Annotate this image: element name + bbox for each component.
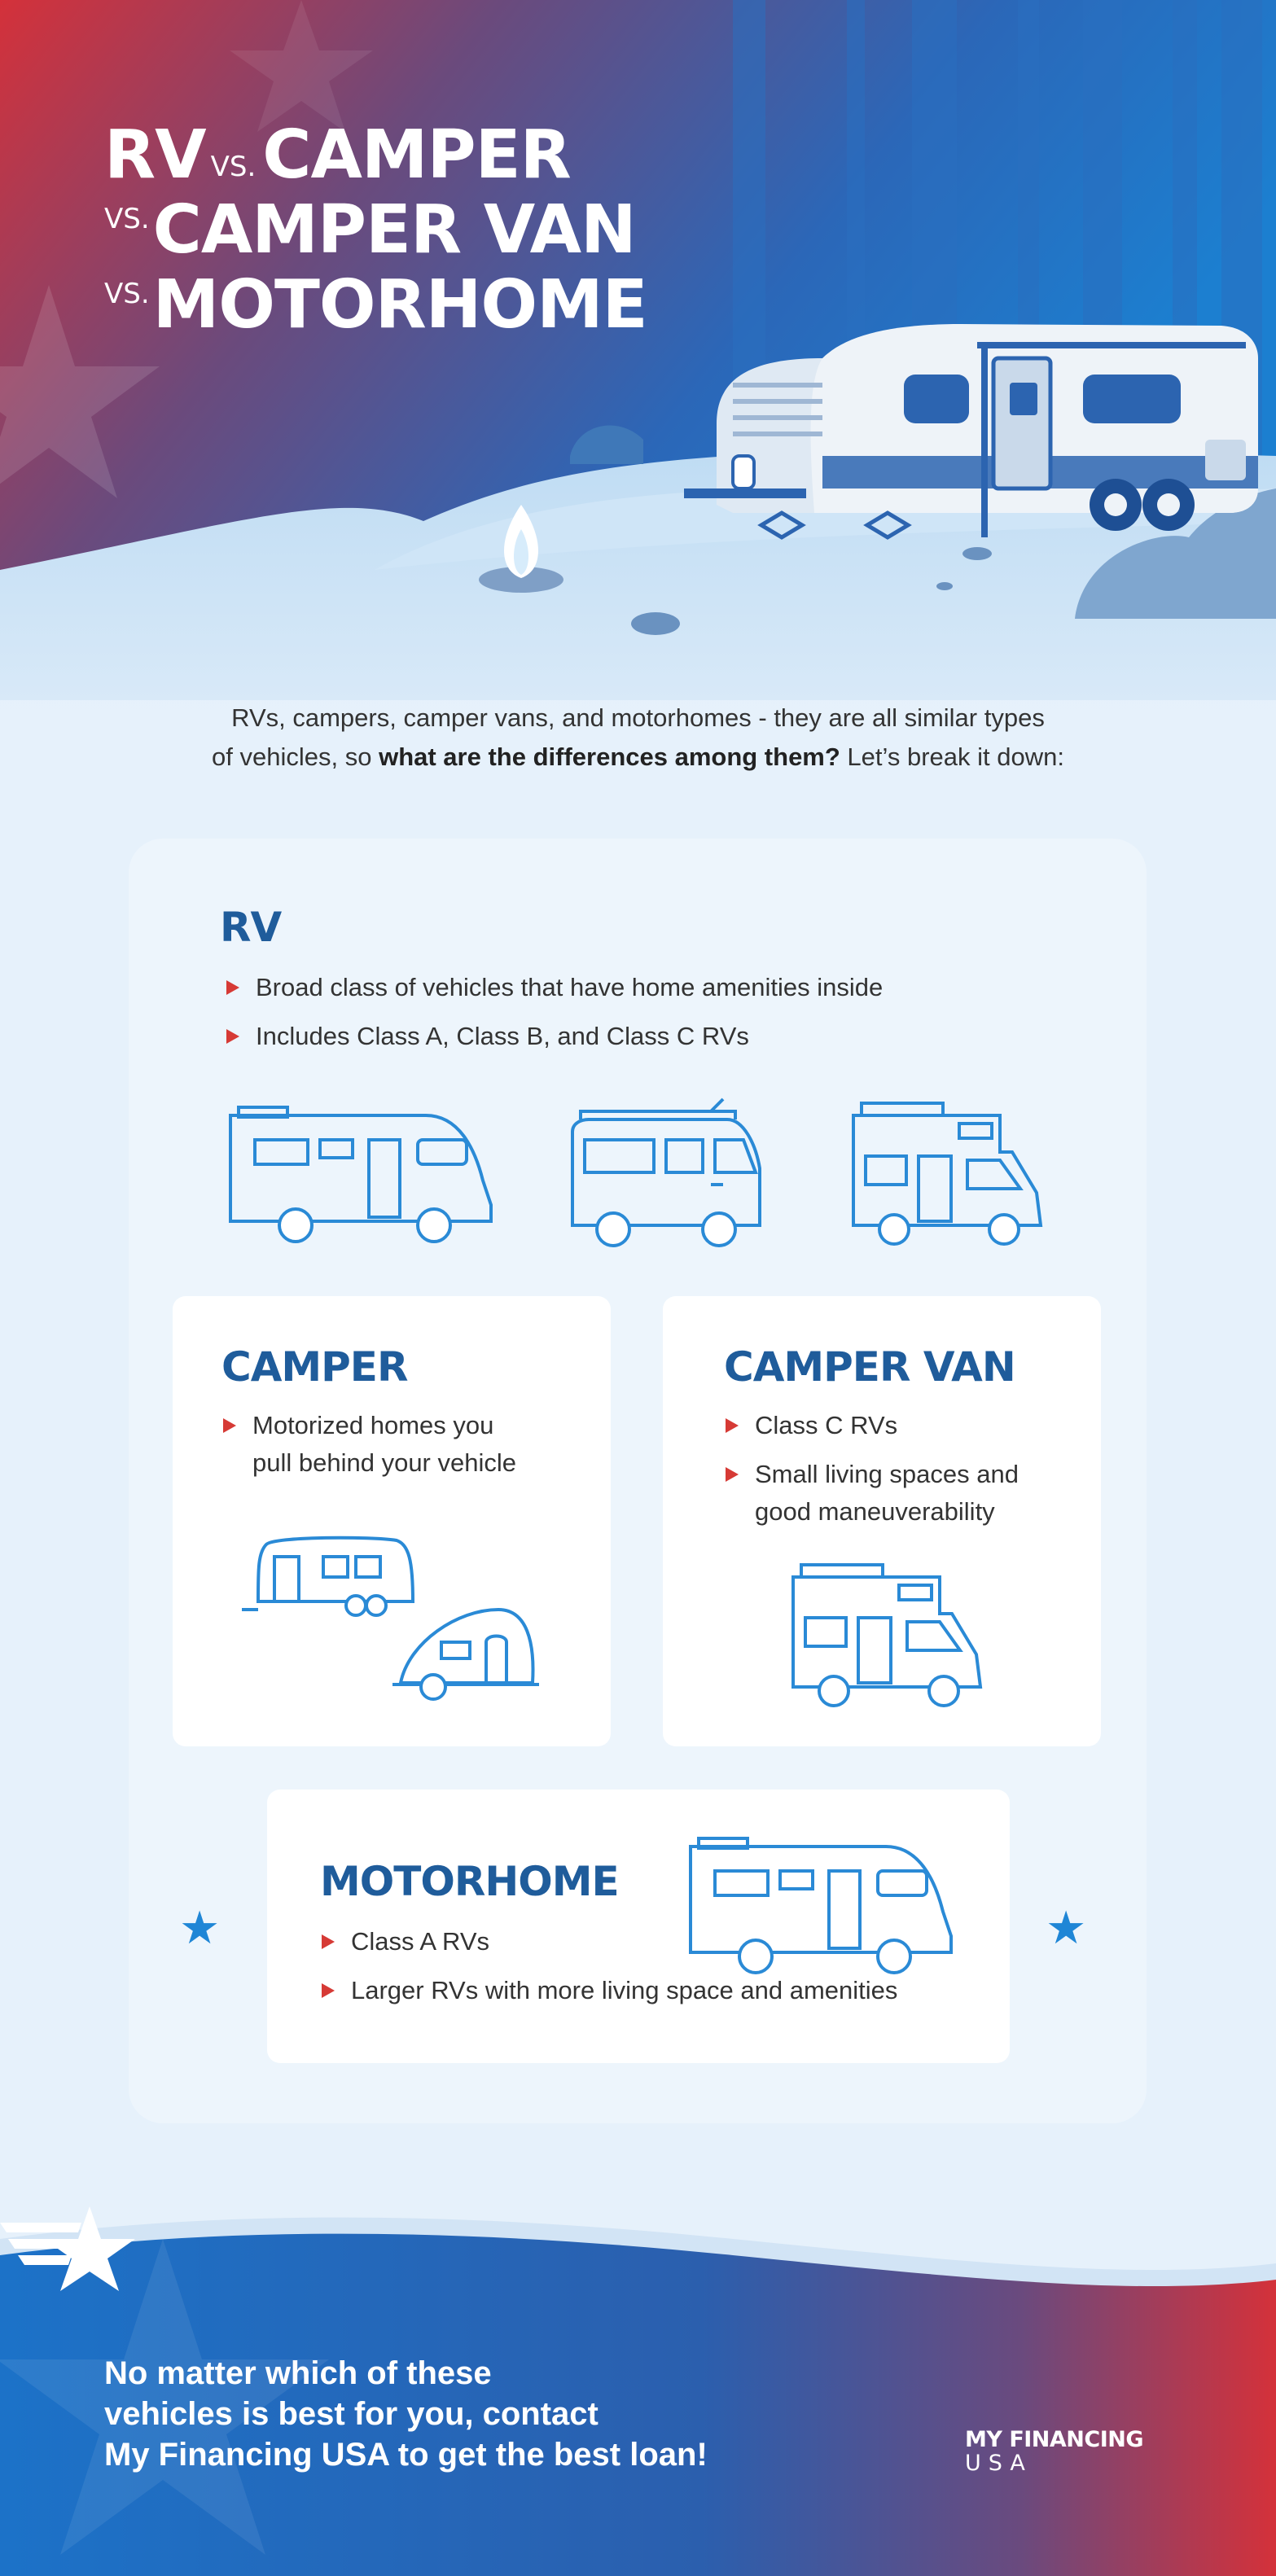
star-icon: ★ [179, 1902, 221, 1953]
motorhome-title: MOTORHOME [320, 1858, 619, 1905]
intro-line-2: of vehicles, so what are the differences among them? Let’s break it down: [212, 743, 1064, 771]
bullet-arrow-icon [726, 1467, 739, 1482]
intro-text [0, 699, 1276, 777]
rv-class-a-icon [222, 1099, 499, 1262]
camper-bullets [221, 1407, 531, 1493]
title-rv: RV [104, 116, 206, 194]
bullet-arrow-icon [322, 1934, 335, 1949]
camper-van-title: CAMPER VAN [724, 1343, 1015, 1391]
rv-bullets [225, 969, 1039, 1067]
teardrop-trailer-icon [392, 1593, 539, 1707]
footer-banner [0, 2206, 1276, 2576]
intro-line-1: RVs, campers, camper vans, and motorhomes - they are all similar types [231, 703, 1045, 732]
hero-background [0, 0, 1276, 700]
logo [965, 2428, 1143, 2475]
list-item: Class A RVs [320, 1923, 988, 1960]
logo-line-2: USA [965, 2451, 1033, 2476]
camper-card [173, 1296, 611, 1746]
page-title [104, 114, 647, 344]
bullet-arrow-icon [726, 1418, 739, 1433]
intro-emphasis: what are the differences among them? [379, 743, 840, 771]
hero-banner [0, 0, 1276, 700]
list-item: Broad class of vehicles that have home amenities inside [225, 969, 1039, 1006]
comparison-panel [129, 839, 1147, 2123]
bullet-arrow-icon [226, 1029, 239, 1044]
title-vs: VS. [210, 151, 257, 183]
title-line-1 [104, 114, 647, 194]
motorhome-card [267, 1790, 1010, 2063]
title-motorhome: MOTORHOME [152, 266, 647, 344]
camper-title: CAMPER [221, 1343, 408, 1391]
camper-van-bullets [724, 1407, 1074, 1542]
rv-class-b-icon [564, 1095, 768, 1266]
title-camper-van: CAMPER VAN [152, 191, 636, 269]
logo-line-1: MY FINANCING [965, 2427, 1144, 2452]
title-line-2 [104, 189, 647, 269]
rv-title: RV [220, 904, 282, 951]
list-item: Motorized homes you pull behind your vehicle [221, 1407, 531, 1482]
list-item: Small living spaces and good maneuverability [724, 1456, 1074, 1531]
list-item: Larger RVs with more living space and amenities [320, 1972, 988, 2009]
bullet-arrow-icon [322, 1983, 335, 1998]
title-camper: CAMPER [262, 116, 571, 194]
camper-van-icon [785, 1557, 989, 1728]
list-item: Includes Class A, Class B, and Class C RVs [225, 1018, 1039, 1055]
bullet-arrow-icon [223, 1418, 236, 1433]
camper-van-card [663, 1296, 1101, 1746]
star-icon: ★ [1046, 1902, 1087, 1953]
rv-class-c-icon [845, 1095, 1049, 1266]
title-vs: VS. [104, 278, 150, 310]
list-item: Class C RVs [724, 1407, 1074, 1444]
bullet-arrow-icon [226, 980, 239, 995]
motorhome-icon [682, 1830, 959, 1993]
logo-star-wings-icon [0, 2206, 309, 2296]
title-line-3 [104, 264, 647, 344]
title-vs: VS. [104, 203, 150, 235]
call-to-action: No matter which of these vehicles is best for you, contact My Financing USA to get the best loan! [104, 2355, 708, 2473]
